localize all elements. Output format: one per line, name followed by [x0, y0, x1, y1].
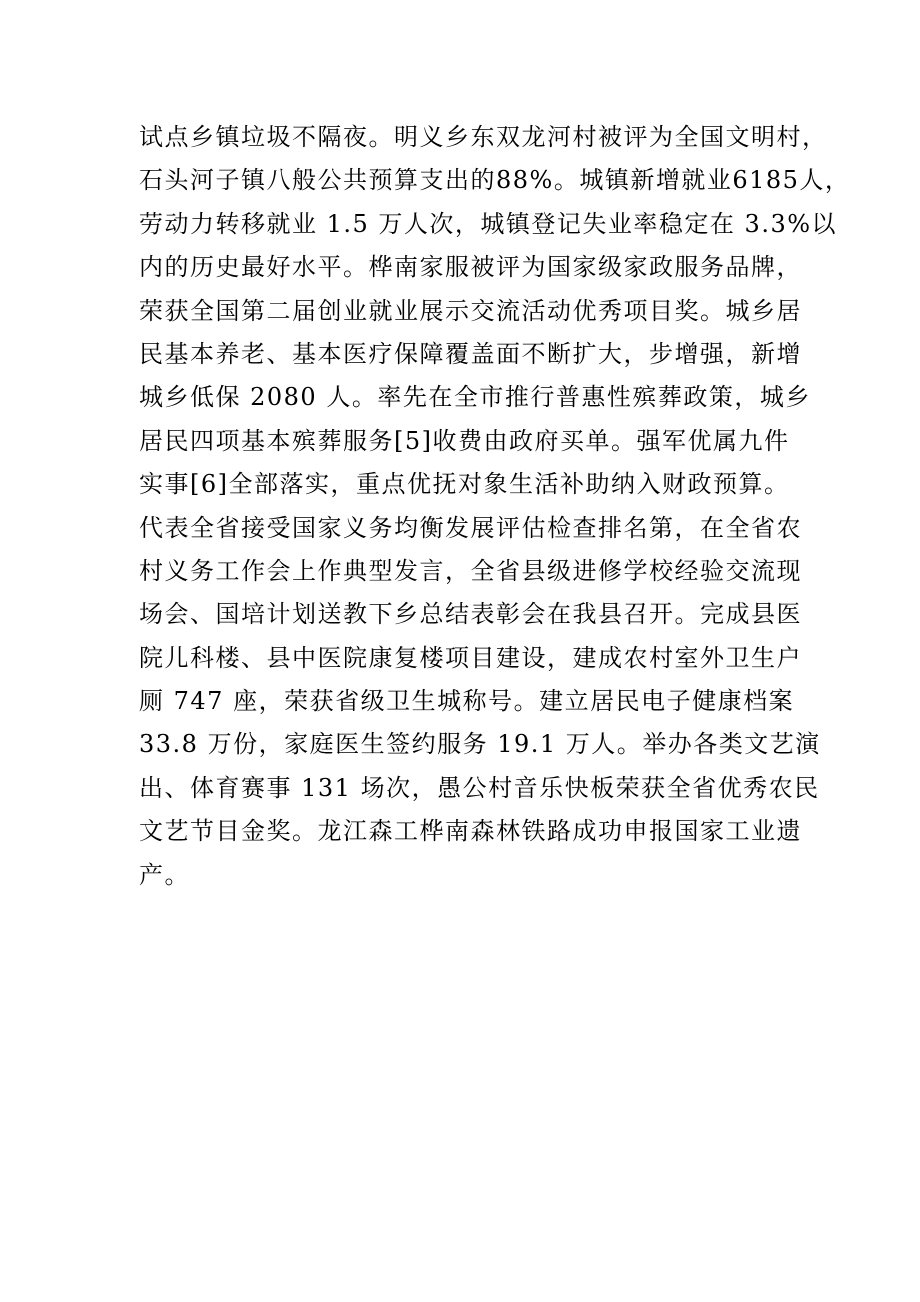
text-line: 居民四项基本殡葬服务[5]收费由政府买单。强军优属九件 [139, 426, 790, 455]
text-line: 实事[6]全部落实，重点优抚对象生活补助纳入财政预算。 [139, 470, 790, 499]
text-line: 荣获全国第二届创业就业展示交流活动优秀项目奖。城乡居 [139, 296, 802, 325]
text-line: 场会、国培计划送教下乡总结表彰会在我县召开。完成县医 [139, 600, 802, 629]
text-line: 33.8 万份，家庭医生签约服务 19.1 万人。举办各类文艺演 [139, 730, 821, 759]
text-line: 产。 [139, 860, 190, 889]
text-line: 村义务工作会上作典型发言，全省县级进修学校经验交流现 [139, 556, 802, 585]
text-line: 劳动力转移就业 1.5 万人次，城镇登记失业率稳定在 3.3%以 [139, 209, 838, 238]
text-line: 代表全省接受国家义务均衡发展评估检查排名第，在全省农 [139, 513, 802, 542]
text-line: 民基本养老、基本医疗保障覆盖面不断扩大，步增强，新增 [139, 339, 802, 368]
text-line: 石头河子镇八般公共预算支出的88%。城镇新增就业6185人， [139, 166, 851, 195]
text-line: 城乡低保 2080 人。率先在全市推行普惠性殡葬政策，城乡 [139, 383, 811, 412]
text-line: 试点乡镇垃圾不隔夜。明义乡东双龙河村被评为全国文明村， [139, 123, 828, 151]
text-line: 内的历史最好水平。桦南家服被评为国家级家政服务品牌， [139, 253, 802, 282]
text-line: 厕 747 座，荣获省级卫生城称号。建立居民电子健康档案 [139, 687, 795, 716]
body-text [139, 116, 851, 897]
text-line: 院儿科楼、县中医院康复楼项目建设，建成农村室外卫生户 [139, 643, 802, 672]
text-line: 文艺节目金奖。龙江森工桦南森林铁路成功申报国家工业遗 [139, 817, 802, 846]
text-line: 出、体育赛事 131 场次，愚公村音乐快板荣获全省优秀农民 [139, 773, 820, 802]
